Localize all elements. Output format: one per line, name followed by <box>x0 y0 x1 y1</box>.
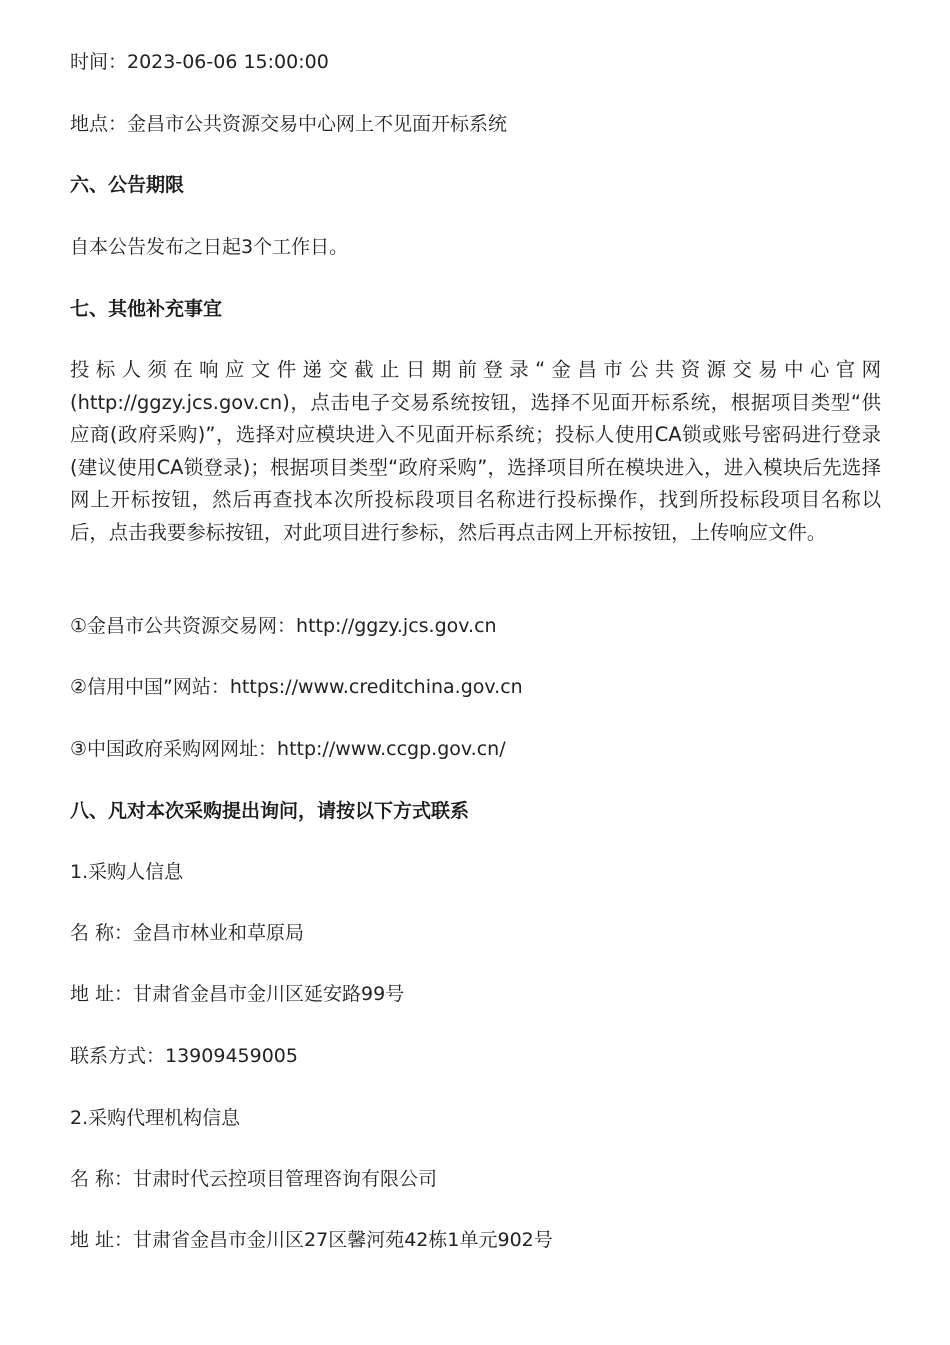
opening-time: 时间：2023-06-06 15:00:00 <box>70 51 329 73</box>
purchaser-address: 地 址：甘肃省金昌市金川区延安路99号 <box>70 983 405 1005</box>
link-ggzy: ①金昌市公共资源交易网：http://ggzy.jcs.gov.cn <box>70 615 497 637</box>
link-creditchina: ②信用中国”网站：https://www.creditchina.gov.cn <box>70 676 523 698</box>
purchaser-title: 1.采购人信息 <box>70 861 184 883</box>
section-6-body: 自本公告发布之日起3个工作日。 <box>70 236 349 258</box>
section-7-heading: 七、其他补充事宜 <box>70 298 223 320</box>
link-ccgp: ③中国政府采购网网址：http://www.ccgp.gov.cn/ <box>70 738 506 760</box>
agency-title: 2.采购代理机构信息 <box>70 1107 241 1129</box>
section-7-body: 投标人须在响应文件递交截止日期前登录“金昌市公共资源交易中心官网(http://ggzy.jcs.gov.cn)，点击电子交易系统按钮，选择不见面开标系统，根据项目类型“供应商(政府采购)”，选择对应模块进入不见面开标系统；投标人使用CA锁或账号密码进行登录(建议使用CA锁登录)；根据项目类型“政府采购”，选择项目所在模块进入，进入模块后先选择网上开标按钮，然后再查找本次所投标段项目名称进行投标操作，找到所投标段项目名称以后，点击我要参标按钮，对此项目进行参标，然后再点击网上开标按钮，上传响应文件。 <box>70 358 881 544</box>
section-6-heading: 六、公告期限 <box>70 174 185 196</box>
section-8-heading: 八、凡对本次采购提出询问，请按以下方式联系 <box>70 800 470 822</box>
agency-address: 地 址：甘肃省金昌市金川区27区馨河苑42栋1单元902号 <box>70 1229 553 1251</box>
opening-location: 地点：金昌市公共资源交易中心网上不见面开标系统 <box>70 113 508 135</box>
purchaser-name: 名 称：金昌市林业和草原局 <box>70 922 305 944</box>
purchaser-contact: 联系方式：13909459005 <box>70 1045 298 1067</box>
agency-name: 名 称：甘肃时代云控项目管理咨询有限公司 <box>70 1168 438 1190</box>
